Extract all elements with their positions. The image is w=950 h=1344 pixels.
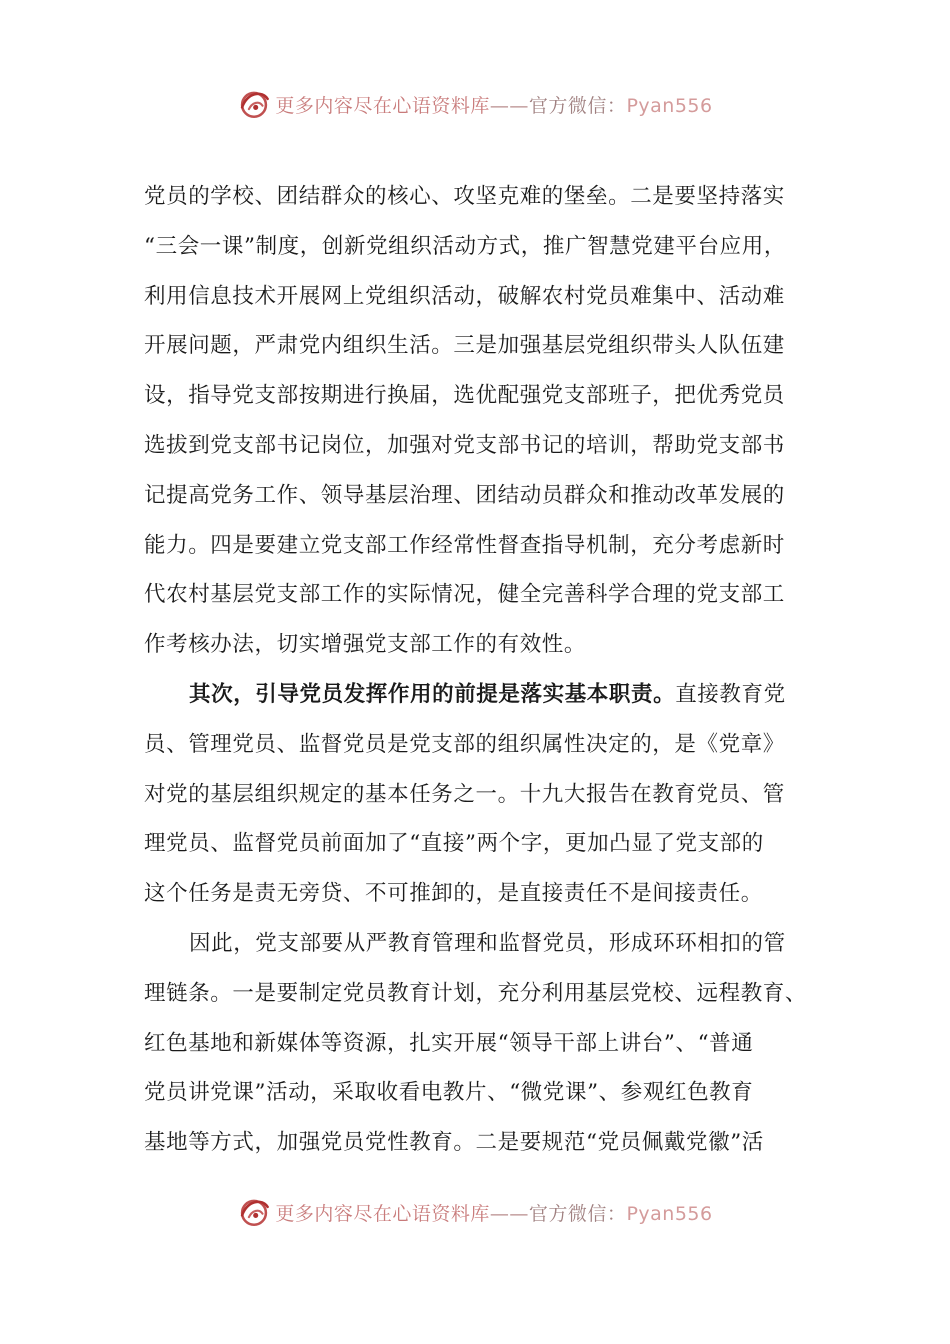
footer-banner — [0, 1192, 950, 1232]
text-line: 党员讲党课”活动，采取收看电教片、“微党课”、参观红色教育 — [144, 1080, 754, 1106]
banner-text — [275, 1199, 712, 1226]
text-fragment: 直接教育党 — [675, 681, 786, 707]
text-line: 红色基地和新媒体等资源，扎实开展“领导干部上讲台”、“普通 — [144, 1030, 754, 1056]
text-line: 这个任务是责无旁贷、不可推卸的，是直接责任不是间接责任。 — [144, 881, 763, 907]
text-line: 利用信息技术开展网上党组织活动，破解农村党员难集中、活动难 — [144, 283, 785, 309]
swirl-logo-icon — [237, 1195, 271, 1229]
text-line: 员、管理党员、监督党员是党支部的组织属性决定的，是《党章》 — [144, 731, 785, 757]
text-line: 开展问题，严肃党内组织生活。三是加强基层党组织带头人队伍建 — [144, 333, 785, 359]
text-line: 理党员、监督党员前面加了“直接”两个字，更加凸显了党支部的 — [144, 831, 764, 857]
text-line: 作考核办法，切实增强党支部工作的有效性。 — [144, 632, 587, 658]
text-line: 选拔到党支部书记岗位，加强对党支部书记的培训，帮助党支部书 — [144, 432, 785, 458]
paragraph-start-line — [144, 670, 808, 720]
text-line: “三会一课”制度，创新党组织活动方式，推广智慧党建平台应用， — [144, 233, 786, 259]
banner-wechat-id: Pyan556 — [626, 94, 713, 117]
header-banner — [0, 84, 950, 124]
document-body — [144, 172, 808, 1168]
banner-title: 更多内容尽在心语资料库 — [275, 1202, 490, 1225]
banner-title: 更多内容尽在心语资料库 — [275, 94, 490, 117]
text-line: 基地等方式，加强党员党性教育。二是要规范“党员佩戴党徽”活 — [144, 1130, 764, 1156]
banner-wechat-id: Pyan556 — [626, 1202, 713, 1225]
text-line: 能力。四是要建立党支部工作经常性督查指导机制，充分考虑新时 — [144, 532, 785, 558]
text-line: 设，指导党支部按期进行换届，选优配强党支部班子，把优秀党员 — [144, 383, 785, 409]
bold-heading-sentence: 其次，引导党员发挥作用的前提是落实基本职责。 — [189, 681, 676, 707]
text-line: 党员的学校、团结群众的核心、攻坚克难的堡垒。二是要坚持落实 — [144, 184, 785, 209]
text-line: 记提高党务工作、领导基层治理、团结动员群众和推动改革发展的 — [144, 482, 785, 508]
banner-label: 官方微信： — [528, 1202, 627, 1225]
paragraph-start-line: 因此，党支部要从严教育管理和监督党员，形成环环相扣的管 — [189, 930, 786, 956]
text-line: 代农村基层党支部工作的实际情况，健全完善科学合理的党支部工 — [144, 582, 785, 608]
swirl-logo-icon — [237, 87, 271, 121]
banner-separator: —— — [489, 1202, 529, 1225]
text-line: 理链条。一是要制定党员教育计划，充分利用基层党校、远程教育、 — [144, 980, 808, 1006]
banner-text — [275, 91, 712, 118]
banner-separator: —— — [489, 94, 529, 117]
text-line: 对党的基层组织规定的基本任务之一。十九大报告在教育党员、管 — [144, 781, 785, 807]
banner-label: 官方微信： — [528, 94, 627, 117]
